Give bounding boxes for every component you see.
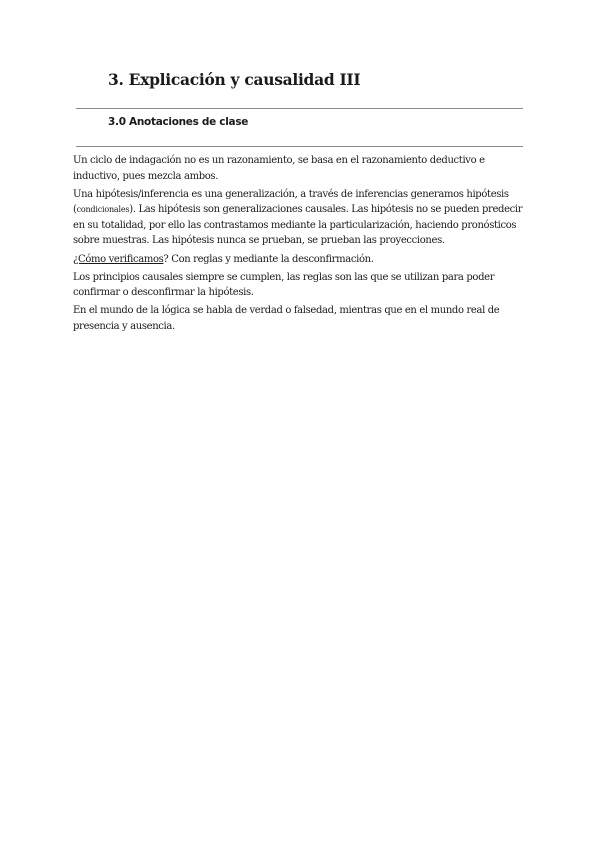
divider-bottom (76, 146, 523, 147)
paragraph-4: Los principios causales siempre se cumplen, las reglas son las que se utilizan para poder confirmar o desconfirmar la hipótesis. (73, 271, 495, 299)
document-body (73, 153, 529, 337)
paragraph-2-small-text: condicionales (76, 205, 130, 215)
section-heading: 3.0 Anotaciones de clase (108, 116, 249, 128)
paragraph-3-text: ? Con reglas y mediante la desconfirmación. (163, 253, 374, 265)
paragraph-3 (73, 252, 529, 268)
page-title: 3. Explicación y causalidad III (108, 70, 361, 89)
paragraph-2-text-b: ). Las hipótesis son generalizaciones causales. Las hipótesis no se pueden predecir en su totalidad, por ello las contrastamos mediante la particularización, haciendo pronósticos sobre muestras. Las hipótesis nunca se prueban, se prueban las proyecciones. (73, 204, 523, 247)
divider-top (76, 108, 523, 109)
underlined-question: ¿Cómo verificamos (73, 253, 164, 265)
paragraph-2 (73, 187, 529, 249)
paragraph-2-text-a: Una hipótesis/inferencia es una generalización, a través de inferencias generamos hipótesis ( (73, 188, 509, 216)
paragraph-1: Un ciclo de indagación no es un razonamiento, se basa en el razonamiento deductivo e inductivo, pues mezcla ambos. (73, 155, 485, 182)
paragraph-5: En el mundo de la lógica se habla de verdad o falsedad, mientras que en el mundo real de presencia y ausencia. (73, 305, 500, 332)
